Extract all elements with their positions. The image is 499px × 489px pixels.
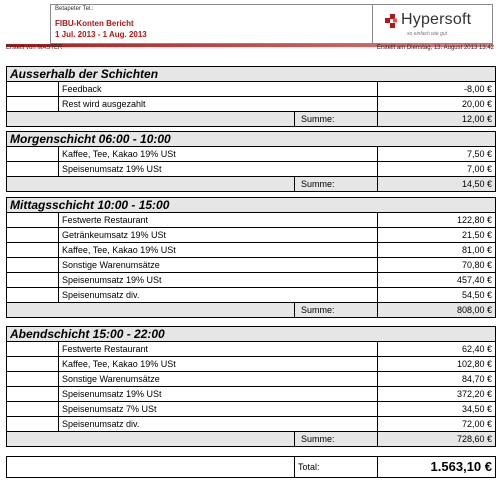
sum-row (7, 177, 496, 192)
table-row (7, 417, 496, 432)
account-value: -8,00 € (378, 82, 496, 97)
table-row (7, 288, 496, 303)
sum-label: Summe: (295, 112, 378, 127)
sum-spacer (7, 112, 295, 127)
indent-cell (7, 417, 59, 432)
sum-value: 728,60 € (378, 432, 496, 447)
account-label: Speisenumsatz div. (59, 288, 378, 303)
section-table (6, 197, 496, 318)
table-row (7, 357, 496, 372)
sum-label: Summe: (295, 303, 378, 318)
table-row (7, 97, 496, 112)
section-table (6, 326, 496, 447)
account-label: Kaffee, Tee, Kakao 19% USt (59, 357, 378, 372)
table-row (7, 82, 496, 97)
account-value: 70,80 € (378, 258, 496, 273)
sum-value: 12,00 € (378, 112, 496, 127)
created-by: Erstellt von MASTER (6, 45, 63, 51)
section-header (7, 67, 496, 82)
table-row (7, 258, 496, 273)
account-value: 20,00 € (378, 97, 496, 112)
table-row (7, 273, 496, 288)
report-header (50, 4, 493, 44)
account-value: 7,00 € (378, 162, 496, 177)
account-label: Speisenumsatz 7% USt (59, 402, 378, 417)
logo-text: Hypersoft (401, 11, 472, 28)
section-title: Mittagsschicht 10:00 - 15:00 (7, 198, 496, 213)
account-label: Speisenumsatz 19% USt (59, 387, 378, 402)
section-header (7, 327, 496, 342)
section-header (7, 198, 496, 213)
account-value: 84,70 € (378, 372, 496, 387)
header-phone-label: Betapeter Tel.: (55, 6, 94, 12)
account-label: Speisenumsatz div. (59, 417, 378, 432)
indent-cell (7, 402, 59, 417)
report-date-range: 1 Jul. 2013 - 1 Aug. 2013 (55, 30, 147, 39)
indent-cell (7, 372, 59, 387)
account-label: Getränkeumsatz 19% USt (59, 228, 378, 243)
sum-spacer (7, 303, 295, 318)
section-title: Morgenschicht 06:00 - 10:00 (7, 132, 496, 147)
section-table (6, 131, 496, 192)
account-value: 102,80 € (378, 357, 496, 372)
table-row (7, 228, 496, 243)
account-label: Sonstige Warenumsätze (59, 258, 378, 273)
logo-tagline: so einfach wie gut (407, 31, 448, 37)
indent-cell (7, 387, 59, 402)
sum-row (7, 112, 496, 127)
sum-value: 808,00 € (378, 303, 496, 318)
table-row (7, 372, 496, 387)
sum-row (7, 432, 496, 447)
indent-cell (7, 213, 59, 228)
indent-cell (7, 288, 59, 303)
sum-value: 14,50 € (378, 177, 496, 192)
total-spacer (7, 457, 295, 478)
sum-spacer (7, 432, 295, 447)
indent-cell (7, 243, 59, 258)
indent-cell (7, 147, 59, 162)
hypersoft-logo-icon (385, 14, 398, 28)
sum-row (7, 303, 496, 318)
account-label: Kaffee, Tee, Kakao 19% USt (59, 147, 378, 162)
indent-cell (7, 258, 59, 273)
account-label: Feedback (59, 82, 378, 97)
table-row (7, 243, 496, 258)
account-value: 54,50 € (378, 288, 496, 303)
total-label: Total: (295, 457, 378, 478)
created-on: Erstellt am Dienstag, 13. August 2013 13:42 (376, 45, 494, 51)
indent-cell (7, 162, 59, 177)
report-title (55, 18, 147, 40)
table-row (7, 147, 496, 162)
table-row (7, 162, 496, 177)
indent-cell (7, 228, 59, 243)
account-value: 62,40 € (378, 342, 496, 357)
indent-cell (7, 357, 59, 372)
total-value: 1.563,10 € (378, 457, 496, 478)
account-value: 372,20 € (378, 387, 496, 402)
total-table (6, 456, 496, 478)
account-value: 34,50 € (378, 402, 496, 417)
table-row (7, 387, 496, 402)
header-divider (372, 5, 373, 43)
account-label: Speisenumsatz 19% USt (59, 162, 378, 177)
account-label: Festwerte Restaurant (59, 213, 378, 228)
section-table (6, 66, 496, 127)
table-row (7, 213, 496, 228)
table-row (7, 402, 496, 417)
section-title: Ausserhalb der Schichten (7, 67, 496, 82)
account-value: 457,40 € (378, 273, 496, 288)
account-value: 122,80 € (378, 213, 496, 228)
account-value: 21,50 € (378, 228, 496, 243)
account-value: 72,00 € (378, 417, 496, 432)
section-header (7, 132, 496, 147)
table-row (7, 342, 496, 357)
sum-spacer (7, 177, 295, 192)
indent-cell (7, 273, 59, 288)
indent-cell (7, 82, 59, 97)
section-title: Abendschicht 15:00 - 22:00 (7, 327, 496, 342)
sum-label: Summe: (295, 177, 378, 192)
indent-cell (7, 342, 59, 357)
report-title-line1: FIBU-Konten Bericht (55, 19, 134, 28)
account-label: Kaffee, Tee, Kakao 19% USt (59, 243, 378, 258)
account-label: Festwerte Restaurant (59, 342, 378, 357)
account-value: 81,00 € (378, 243, 496, 258)
sum-label: Summe: (295, 432, 378, 447)
indent-cell (7, 97, 59, 112)
account-label: Speisenumsatz 19% USt (59, 273, 378, 288)
account-value: 7,50 € (378, 147, 496, 162)
total-row (7, 457, 496, 478)
account-label: Rest wird ausgezahlt (59, 97, 378, 112)
account-label: Sonstige Warenumsätze (59, 372, 378, 387)
